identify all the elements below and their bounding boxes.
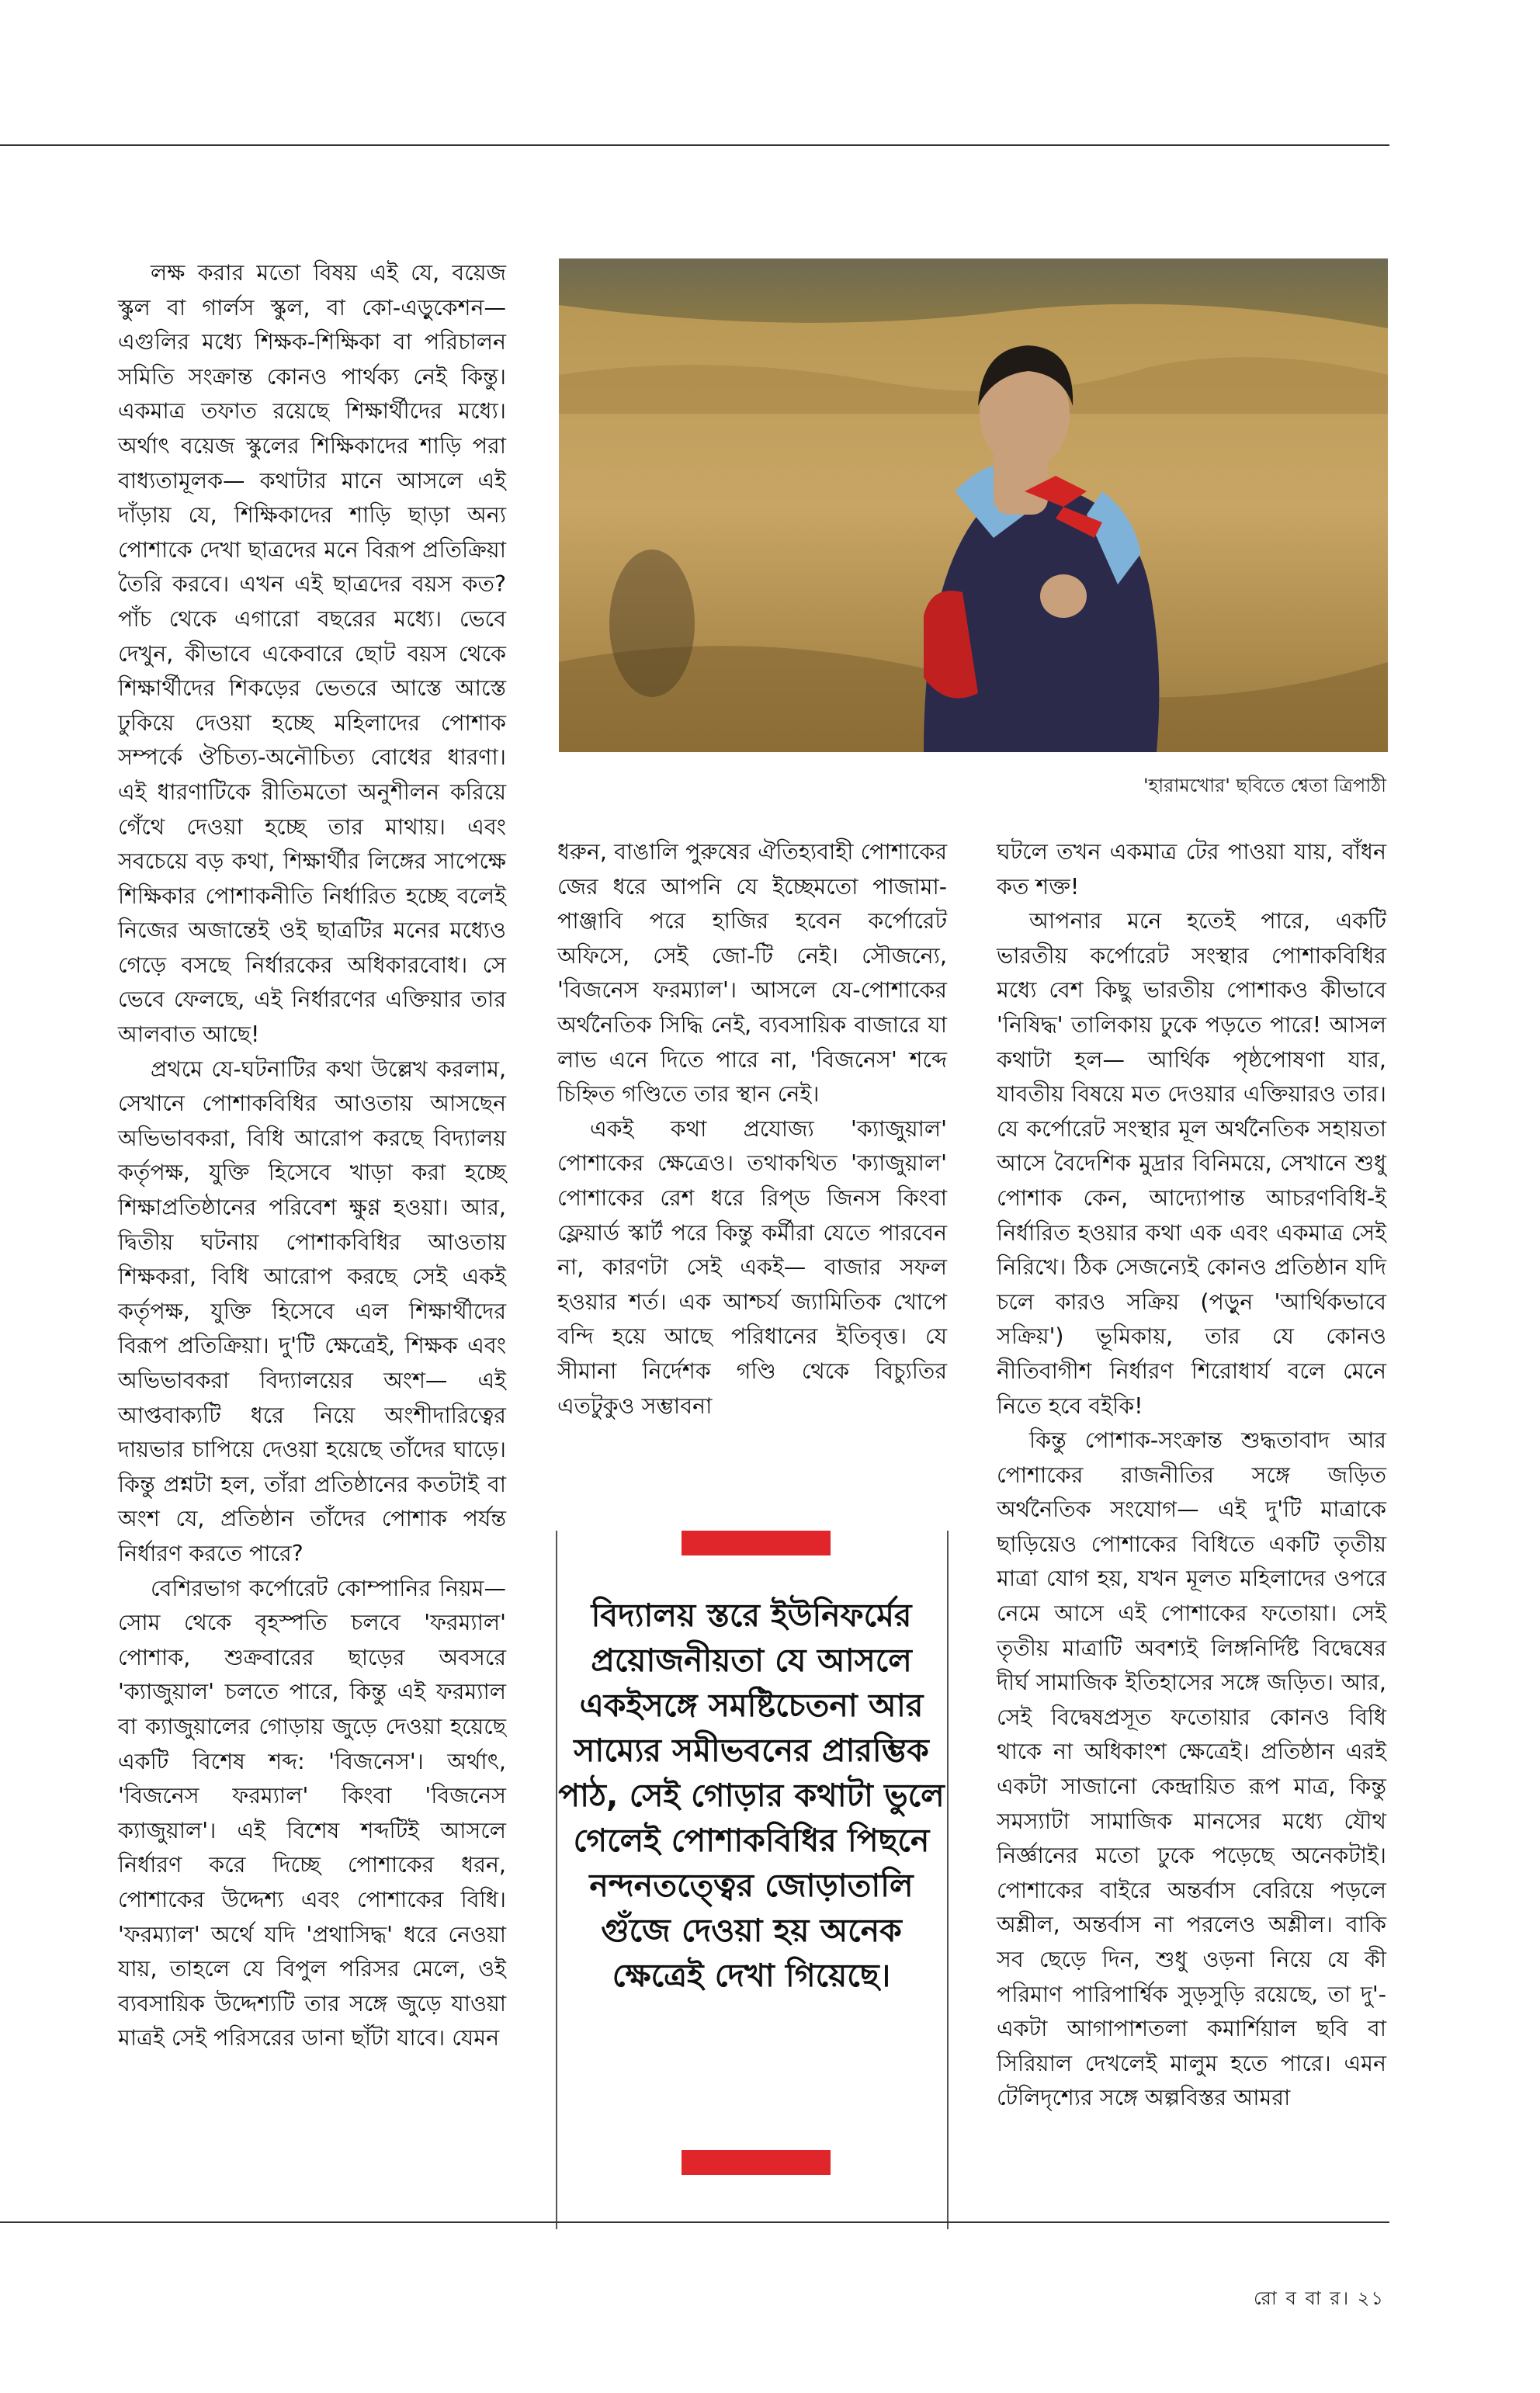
- bottom-rule: [0, 2221, 1389, 2223]
- pull-quote: [556, 1531, 947, 2214]
- top-rule: [0, 144, 1389, 146]
- pullquote-right-rule: [947, 1531, 949, 2229]
- page-footer: রো ব বা র। ২১: [1253, 2287, 1385, 2309]
- paragraph: ঘটলে তখন একমাত্র টের পাওয়া যায়, বাঁধন কত শক্ত!: [997, 839, 1386, 900]
- article-column-1: [118, 256, 506, 2056]
- article-column-2: [557, 835, 947, 1424]
- paragraph: কিন্তু পোশাক-সংক্রান্ত শুদ্ধতাবাদ আর পোশাকের রাজনীতির সঙ্গে জড়িত অর্থনৈতিক সংযোগ— এই দু'টি মাত্রাকে ছাড়িয়েও পোশাকের বিধিতে একটি তৃতীয় মাত্রা যোগ হয়, যখন মূলত মহিলাদের ওপরে নেমে আসে এই পোশাকের ফতোয়া। সেই তৃতীয় মাত্রাটি অবশ্যই লিঙ্গনির্দিষ্ট বিদ্বেষের দীর্ঘ সামাজিক ইতিহাসের সঙ্গে জড়িত। আর, সেই বিদ্বেষপ্রসূত ফতোয়ার কোনও বিধি থাকে না অধিকাংশ ক্ষেত্রেই। প্রতিষ্ঠান এরই একটা সাজানো কেন্দ্রায়িত রূপ মাত্র, কিন্তু সমস্যাটা সামাজিক মানসের মধ্যে যৌথ নির্জ্ঞানের মতো ঢুকে পড়েছে অনেকটাই। পোশাকের বাইরে অন্তর্বাস বেরিয়ে পড়লে অশ্লীল, অন্তর্বাস না পরলেও অশ্লীল। বাকি সব ছেড়ে দিন, শুধু ওড়না নিয়ে যে কী পরিমাণ পারিপার্শ্বিক সুড়সুড়ি রয়েছে, তা দু'-একটা আগাপাশতলা কমার্শিয়াল ছবি বা সিরিয়াল দেখলেই মালুম হতে পারে। এমন টেলিদৃশ্যের সঙ্গে অল্পবিস্তর আমরা: [997, 1427, 1386, 2111]
- paragraph: আপনার মনে হতেই পারে, একটি ভারতীয় কর্পোরেট সংস্থার পোশাকবিধির মধ্যে বেশ কিছু ভারতীয় পোশাকও কীভাবে 'নিষিদ্ধ' তালিকায় ঢুকে পড়তে পারে! আসল কথাটা হল— আর্থিক পৃষ্ঠপোষণা যার, যাবতীয় বিষয়ে মত দেওয়ার এক্তিয়ারও তার। যে কর্পোরেট সংস্থার মূল অর্থনৈতিক সহায়তা আসে বৈদেশিক মুদ্রার বিনিময়ে, সেখানে শুধু পোশাক কেন, আদ্যোপান্ত আচরণবিধি-ই নির্ধারিত হওয়ার কথা এক এবং একমাত্র সেই নিরিখে। ঠিক সেজন্যেই কোনও প্রতিষ্ঠান যদি চলে কারও সক্রিয় (পড়ুন 'আর্থিকভাবে সক্রিয়') ভূমিকায়, তার যে কোনও নীতিবাগীশ নির্ধারণ শিরোধার্য বলে মেনে নিতে হবে বইকি!: [997, 908, 1386, 1419]
- photo-caption: 'হারামখোর' ছবিতে শ্বেতা ত্রিপাঠী: [1143, 775, 1386, 796]
- paragraph: বেশিরভাগ কর্পোরেট কোম্পানির নিয়ম— সোম থেকে বৃহস্পতি চলবে 'ফরম্যাল' পোশাক, শুক্রবারের ছাড়ের অবসরে 'ক্যাজুয়াল' চলতে পারে, কিন্তু এই ফরম্যাল বা ক্যাজুয়ালের গোড়ায় জুড়ে দেওয়া হয়েছে একটি বিশেষ শব্দ: 'বিজনেস'। অর্থাৎ, 'বিজনেস ফরম্যাল' কিংবা 'বিজনেস ক্যাজুয়াল'। এই বিশেষ শব্দটিই আসলে নির্ধারণ করে দিচ্ছে পোশাকের ধরন, পোশাকের উদ্দেশ্য এবং পোশাকের বিধি। 'ফরম্যাল' অর্থে যদি 'প্রথাসিদ্ধ' ধরে নেওয়া যায়, তাহলে যে বিপুল পরিসর মেলে, ওই ব্যবসায়িক উদ্দেশ্যটি তার সঙ্গে জুড়ে যাওয়া মাত্রই সেই পরিসরের ডানা ছাঁটা যাবে। যেমন: [118, 1575, 506, 2051]
- film-still-photo: [559, 258, 1388, 752]
- paragraph: একই কথা প্রযোজ্য 'ক্যাজুয়াল' পোশাকের ক্ষেত্রেও। তথাকথিত 'ক্যাজুয়াল' পোশাকের রেশ ধরে রিপ্‌ড জিনস কিংবা ফ্লেয়ার্ড স্কার্ট পরে কিন্তু কর্মীরা যেতে পারবেন না, কারণটা সেই একই— বাজার সফল হওয়ার শর্ত। এক আশ্চর্য জ্যামিতিক খোপে বন্দি হয়ে আছে পরিধানের ইতিবৃত্ত। যে সীমানা নির্দেশক গণ্ডি থেকে বিচ্যুতির এতটুকুও সম্ভাবনা: [557, 1115, 947, 1419]
- paragraph: প্রথমে যে-ঘটনাটির কথা উল্লেখ করলাম, সেখানে পোশাকবিধির আওতায় আসছেন অভিভাবকরা, বিধি আরোপ করছে বিদ্যালয় কর্তৃপক্ষ, যুক্তি হিসেবে খাড়া করা হচ্ছে শিক্ষাপ্রতিষ্ঠানের পরিবেশ ক্ষুণ্ণ হওয়া। আর, দ্বিতীয় ঘটনায় পোশাকবিধির আওতায় শিক্ষকরা, বিধি আরোপ করছে সেই একই কর্তৃপক্ষ, যুক্তি হিসেবে এল শিক্ষার্থীদের বিরূপ প্রতিক্রিয়া। দু'টি ক্ষেত্রেই, শিক্ষক এবং অভিভাবকরা বিদ্যালয়ের অংশ— এই আপ্তবাক্যটি ধরে নিয়ে অংশীদারিত্বের দায়ভার চাপিয়ে দেওয়া হয়েছে তাঁদের ঘাড়ে। কিন্তু প্রশ্নটা হল, তাঁরা প্রতিষ্ঠানের কতটাই বা অংশ যে, প্রতিষ্ঠান তাঁদের পোশাক পর্যন্ত নির্ধারণ করতে পারে?: [118, 1056, 506, 1566]
- paragraph: লক্ষ করার মতো বিষয় এই যে, বয়েজ স্কুল বা গার্লস স্কুল, বা কো-এড়ুকেশন— এগুলির মধ্যে শিক্ষক-শিক্ষিকা বা পরিচালন সমিতি সংক্রান্ত কোনও পার্থক্য নেই কিন্তু। একমাত্র তফাত রয়েছে শিক্ষার্থীদের মধ্যে। অর্থাৎ বয়েজ স্কুলের শিক্ষিকাদের শাড়ি পরা বাধ্যতামূলক— কথাটার মানে আসলে এই দাঁড়ায় যে, শিক্ষিকাদের শাড়ি ছাড়া অন্য পোশাকে দেখা ছাত্রদের মনে বিরূপ প্রতিক্রিয়া তৈরি করবে। এখন এই ছাত্রদের বয়স কত? পাঁচ থেকে এগারো বছরের মধ্যে। ভেবে দেখুন, কীভাবে একেবারে ছোট বয়স থেকে শিক্ষার্থীদের শিকড়ের ভেতরে আস্তে আস্তে ঢুকিয়ে দেওয়া হচ্ছে মহিলাদের পোশাক সম্পর্কে ঔচিত্য-অনৌচিত্য বোধের ধারণা। এই ধারণাটিকে রীতিমতো অনুশীলন করিয়ে গেঁথে দেওয়া হচ্ছে তার মাথায়। এবং সবচেয়ে বড় কথা, শিক্ষার্থীর লিঙ্গের সাপেক্ষে শিক্ষিকার পোশাকনীতি নির্ধারিত হচ্ছে বলেই নিজের অজান্তেই ওই ছাত্রটির মনের মধ্যেও গেড়ে বসছে নির্ধারকের অধিকারবোধ। সে ভেবে ফেলছে, এই নির্ধারণের এক্তিয়ার তার আলবাত আছে!: [118, 260, 506, 1048]
- pullquote-text: বিদ্যালয় স্তরে ইউনিফর্মের প্রয়োজনীয়তা যে আসলে একইসঙ্গে সমষ্টিচেতনা আর সাম্যের সমীভবনের প্রারম্ভিক পাঠ, সেই গোড়ার কথাটা ভুলে গেলেই পোশাকবিধির পিছনে নন্দনতত্ত্বের জোড়াতালি গুঁজে দেওয়া হয় অনেক ক্ষেত্রেই দেখা গিয়েছে।: [558, 1597, 945, 1994]
- pullquote-bottom-bar: [682, 2150, 831, 2175]
- photo-illustration: [559, 258, 1388, 752]
- paragraph: ধরুন, বাঙালি পুরুষের ঐতিহ্যবাহী পোশাকের জের ধরে আপনি যে ইচ্ছেমতো পাজামা-পাঞ্জাবি পরে হাজির হবেন কর্পোরেট অফিসে, সেই জো-টি নেই। সৌজন্যে, 'বিজনেস ফরম্যাল'। আসলে যে-পোশাকের অর্থনৈতিক সিদ্ধি নেই, ব্যবসায়িক বাজারে যা লাভ এনে দিতে পারে না, 'বিজনেস' শব্দে চিহ্নিত গণ্ডিতে তার স্থান নেই।: [557, 839, 947, 1108]
- article-column-3: [997, 835, 1386, 2116]
- pullquote-top-bar: [682, 1531, 831, 1555]
